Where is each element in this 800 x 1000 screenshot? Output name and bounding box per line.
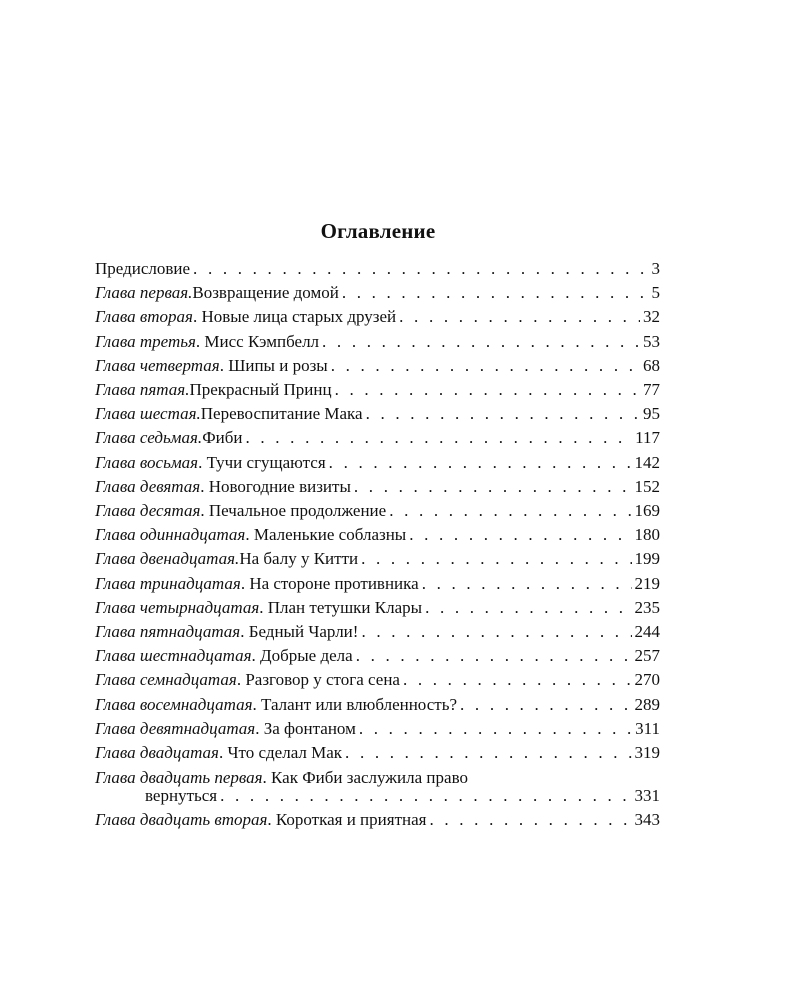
chapter-title: На балу у Китти xyxy=(239,549,359,569)
chapter-title: . Новые лица старых друзей xyxy=(192,307,397,327)
toc-entry xyxy=(95,257,660,281)
page-number: 152 xyxy=(634,476,660,496)
chapter-label: Глава девятая xyxy=(95,476,201,496)
dot-leader xyxy=(335,378,640,402)
page-number: 311 xyxy=(635,718,660,738)
chapter-label: Глава пятая. xyxy=(95,380,190,400)
chapter-title: . Новогодние визиты xyxy=(200,476,351,496)
page-number: 219 xyxy=(634,573,660,593)
chapter-label: Глава двадцатая xyxy=(95,743,219,763)
chapter-title: . Печальное продолжение xyxy=(200,501,387,521)
dot-leader xyxy=(403,668,632,692)
dot-leader xyxy=(342,281,649,305)
page-number: 3 xyxy=(651,259,660,278)
dot-leader xyxy=(345,741,631,765)
dot-leader xyxy=(460,693,631,717)
page-number: 289 xyxy=(634,694,660,714)
chapter-label: Глава восьмая xyxy=(95,452,199,472)
chapter-title: . За фонтаном xyxy=(255,718,356,738)
chapter-title: . Короткая и приятная xyxy=(267,810,427,830)
toc-entry xyxy=(95,765,660,808)
chapter-label: Глава шестая. xyxy=(95,404,201,424)
page-number: 244 xyxy=(634,622,660,642)
chapter-label: Глава двенадцатая. xyxy=(95,549,240,569)
chapter-label: Глава четвертая xyxy=(95,355,220,375)
chapter-label: Глава девятнадцатая xyxy=(95,718,256,738)
toc-entry xyxy=(95,808,660,832)
chapter-title: . Что сделал Мак xyxy=(218,743,343,763)
dot-leader xyxy=(409,523,631,547)
dot-leader xyxy=(361,547,631,571)
chapter-label: Глава восемнадцатая xyxy=(95,694,253,714)
page-number: 235 xyxy=(634,597,660,617)
chapter-title: . Шипы и розы xyxy=(219,355,328,375)
chapter-title: . Маленькие соблазны xyxy=(245,525,407,545)
chapter-title: . Мисс Кэмпбелл xyxy=(195,331,320,351)
dot-leader xyxy=(245,426,632,450)
chapter-title: . Тучи сгущаются xyxy=(198,452,326,472)
chapter-title: Предисловие xyxy=(95,259,191,278)
page-number: 343 xyxy=(634,810,660,830)
page-number: 199 xyxy=(634,549,660,569)
chapter-title-continuation: вернуться xyxy=(145,786,218,806)
dot-leader xyxy=(356,644,632,668)
toc-entry xyxy=(95,693,660,717)
toc-entry xyxy=(95,354,660,378)
toc-entry xyxy=(95,499,660,523)
toc-entry xyxy=(95,305,660,329)
toc-entry xyxy=(95,451,660,475)
chapter-title: . План тетушки Клары xyxy=(259,597,423,617)
chapter-title: Перевоспитание Мака xyxy=(200,404,363,424)
toc-title: Оглавление xyxy=(320,219,436,243)
dot-leader xyxy=(359,717,632,741)
chapter-label: Глава пятнадцатая xyxy=(95,622,241,642)
page-number: 331 xyxy=(634,786,660,806)
toc-entry xyxy=(95,281,660,305)
chapter-label: Глава двадцать вторая xyxy=(95,810,268,830)
dot-leader xyxy=(331,354,640,378)
dot-leader xyxy=(425,596,631,620)
page-number: 180 xyxy=(634,525,660,545)
page-number: 142 xyxy=(634,452,660,472)
toc-entry xyxy=(95,378,660,402)
toc-entry xyxy=(95,330,660,354)
dot-leader xyxy=(366,402,640,426)
toc-entry xyxy=(95,620,660,644)
toc-entry xyxy=(95,596,660,620)
page-number: 68 xyxy=(643,355,660,375)
dot-leader xyxy=(399,305,640,329)
chapter-label: Глава четырнадцатая xyxy=(95,597,260,617)
dot-leader xyxy=(389,499,631,523)
dot-leader xyxy=(329,451,632,475)
page-number: 5 xyxy=(651,283,660,303)
dot-leader xyxy=(322,330,640,354)
dot-leader xyxy=(354,475,632,499)
page-number: 32 xyxy=(643,307,660,327)
chapter-label: Глава одиннадцатая xyxy=(95,525,246,545)
toc-list xyxy=(95,257,660,832)
chapter-label: Глава десятая xyxy=(95,501,201,521)
page-number: 257 xyxy=(634,646,660,666)
chapter-label: Глава третья xyxy=(95,331,196,351)
toc-entry xyxy=(95,741,660,765)
toc-entry xyxy=(95,402,660,426)
page-number: 77 xyxy=(643,380,660,400)
page-number: 117 xyxy=(635,428,660,448)
dot-leader xyxy=(422,572,632,596)
toc-entry xyxy=(95,523,660,547)
chapter-label: Глава тринадцатая xyxy=(95,573,241,593)
chapter-title: . Добрые дела xyxy=(251,646,353,666)
toc-entry xyxy=(95,426,660,450)
chapter-title: . Бедный Чарли! xyxy=(240,622,359,642)
chapter-title: . Талант или влюбленность? xyxy=(252,694,458,714)
chapter-label: Глава первая. xyxy=(95,283,193,303)
dot-leader xyxy=(429,808,631,832)
chapter-title: Прекрасный Принц xyxy=(189,380,332,400)
toc-entry xyxy=(95,572,660,596)
chapter-label: Глава семнадцатая xyxy=(95,670,237,690)
page-number: 53 xyxy=(643,331,660,351)
toc-entry xyxy=(95,475,660,499)
chapter-title: . Как Фиби заслужила право xyxy=(262,768,468,788)
chapter-title: . На стороне противника xyxy=(240,573,419,593)
page-number: 169 xyxy=(634,501,660,521)
chapter-title: . Разговор у стога сена xyxy=(236,670,400,690)
page-number: 319 xyxy=(634,743,660,763)
dot-leader xyxy=(361,620,631,644)
chapter-title: Возвращение домой xyxy=(192,283,339,303)
dot-leader xyxy=(193,257,648,281)
page-number: 270 xyxy=(634,670,660,690)
toc-entry xyxy=(95,717,660,741)
toc-entry xyxy=(95,644,660,668)
chapter-title: Фиби xyxy=(202,428,243,448)
chapter-label: Глава шестнадцатая xyxy=(95,646,252,666)
chapter-label: Глава двадцать первая xyxy=(95,768,263,788)
toc-entry xyxy=(95,547,660,571)
chapter-label: Глава седьмая. xyxy=(95,428,203,448)
chapter-label: Глава вторая xyxy=(95,307,193,327)
page-number: 95 xyxy=(643,404,660,424)
toc-entry xyxy=(95,668,660,692)
dot-leader xyxy=(220,787,631,805)
